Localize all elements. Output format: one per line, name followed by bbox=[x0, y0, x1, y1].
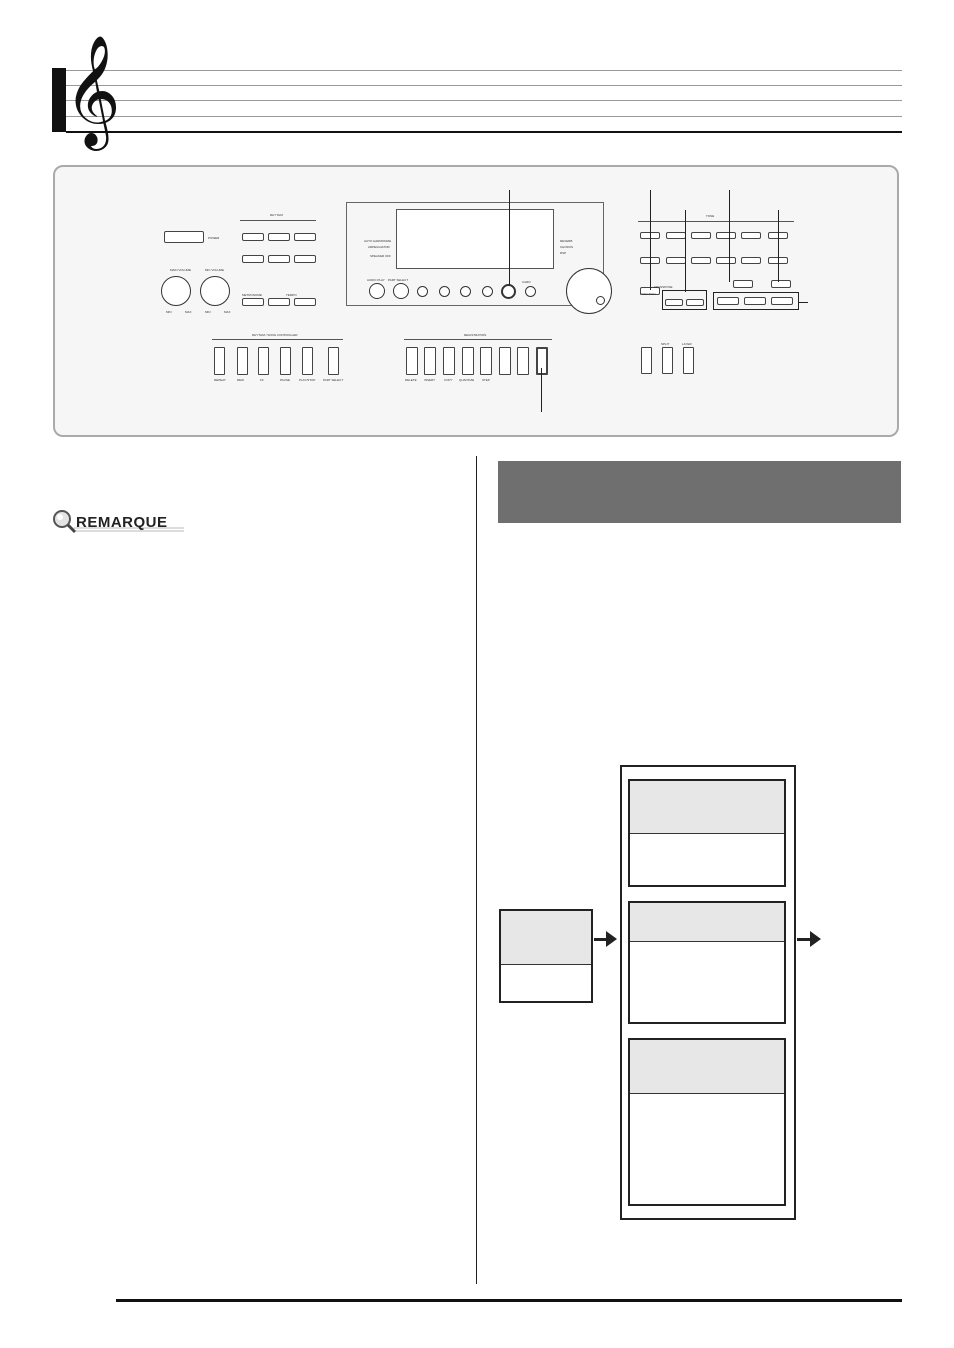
synchro-button bbox=[280, 347, 291, 375]
registration-button bbox=[462, 347, 474, 375]
song-controller-sub: REPEAT bbox=[214, 378, 226, 382]
staff-line bbox=[66, 100, 902, 101]
part-select-button bbox=[393, 283, 409, 299]
tone-rule bbox=[638, 221, 794, 222]
rhythm-rule bbox=[240, 220, 316, 221]
flow-source-header bbox=[501, 911, 591, 965]
pattern-sequencer-button bbox=[417, 286, 428, 297]
callout-leader-line bbox=[650, 190, 651, 290]
max-label: MAX bbox=[224, 310, 231, 314]
treble-clef-icon: 𝄞 bbox=[64, 34, 121, 146]
callout-leader-line bbox=[778, 210, 779, 282]
mic-volume-label: MIC VOLUME bbox=[205, 268, 225, 272]
callout-leader-line bbox=[798, 302, 808, 303]
transpose-label: TRANSPOSE bbox=[654, 285, 673, 289]
registration-rule bbox=[404, 339, 552, 340]
main-volume-label: MAIN VOLUME bbox=[170, 268, 192, 272]
split-label: SPLIT bbox=[661, 342, 670, 346]
accomp-button bbox=[328, 347, 339, 375]
registration-button bbox=[480, 347, 492, 375]
column-divider bbox=[476, 456, 477, 1284]
layer-label: LAYER bbox=[682, 342, 692, 346]
start-stop-button bbox=[302, 347, 313, 375]
tone-button bbox=[741, 232, 761, 239]
split-button bbox=[662, 347, 673, 374]
song-controller-title: RHYTHM / SONG CONTROLLER bbox=[252, 333, 298, 337]
rhythm-button bbox=[294, 255, 316, 263]
bank-button bbox=[406, 347, 418, 375]
tone-title: TONE bbox=[706, 214, 715, 218]
display-button-label: PART SELECT bbox=[388, 278, 409, 282]
lcd-display bbox=[396, 209, 554, 269]
registration-button bbox=[517, 347, 529, 375]
display-button-label: AUDIO PLAY bbox=[367, 278, 385, 282]
power-label: POWER bbox=[208, 236, 220, 240]
tempo-label: TEMPO bbox=[286, 293, 297, 297]
flow-arrow-head-icon bbox=[810, 931, 821, 947]
variation-button bbox=[258, 347, 269, 375]
rhythm-title: RHYTHM bbox=[270, 213, 283, 217]
rhythm-button bbox=[294, 233, 316, 241]
value-plus-button bbox=[686, 299, 704, 306]
song-controller-sub: PART SELECT bbox=[323, 378, 344, 382]
callout-leader-line bbox=[729, 190, 730, 282]
tone-button bbox=[666, 232, 686, 239]
tempo-down-button bbox=[268, 298, 290, 306]
tone-button bbox=[666, 257, 686, 264]
flow-step-box bbox=[628, 779, 786, 887]
tone-button bbox=[716, 257, 736, 264]
jog-dial-grip bbox=[596, 296, 605, 305]
display-left-label: ARPEGGIATOR bbox=[368, 245, 390, 249]
audio-play-button bbox=[369, 283, 385, 299]
registration-sub: INSERT bbox=[424, 378, 435, 382]
rhythm-button bbox=[268, 255, 290, 263]
song-controller-sub: FF bbox=[260, 378, 264, 382]
tone-button bbox=[691, 257, 711, 264]
flow-step-header bbox=[630, 1040, 784, 1094]
remarque-badge bbox=[50, 508, 184, 534]
registration-button bbox=[424, 347, 436, 375]
tone-button bbox=[691, 232, 711, 239]
registration-button bbox=[499, 347, 511, 375]
intro-button bbox=[214, 347, 225, 375]
display-left-label: AUTO HARMONIZE bbox=[364, 239, 392, 243]
display-right-label: CHORUS bbox=[560, 245, 574, 249]
staff-line bbox=[66, 116, 902, 117]
max-label: MAX bbox=[185, 310, 192, 314]
cursor-left-button bbox=[717, 297, 739, 305]
min-label: MIN bbox=[205, 310, 211, 314]
flow-step-box bbox=[628, 901, 786, 1024]
song-controller-sub: REW bbox=[237, 378, 244, 382]
rhythm-button bbox=[268, 233, 290, 241]
main-volume-knob bbox=[161, 276, 191, 306]
flow-step-box bbox=[628, 1038, 786, 1206]
display-right-label: REVERB bbox=[560, 239, 573, 243]
footer-rule bbox=[116, 1299, 902, 1302]
min-label: MIN bbox=[166, 310, 172, 314]
staff-line bbox=[66, 85, 902, 86]
staff-line bbox=[66, 131, 902, 133]
power-button bbox=[164, 231, 204, 243]
remarque-label: REMARQUE bbox=[76, 514, 168, 531]
cursor-right-button bbox=[771, 297, 793, 305]
song-controller-rule bbox=[212, 339, 343, 340]
mic-volume-knob bbox=[200, 276, 230, 306]
song-controller-sub: PLAY/STOP bbox=[299, 378, 316, 382]
dsp-button bbox=[501, 284, 516, 299]
section-heading-bar bbox=[498, 461, 901, 523]
registration-button bbox=[443, 347, 455, 375]
fill-in-button bbox=[237, 347, 248, 375]
flow-step-header bbox=[630, 781, 784, 834]
tone-button bbox=[716, 232, 736, 239]
registration-title: REGISTRATION bbox=[464, 333, 487, 337]
metronome-label: METRONOME bbox=[242, 293, 262, 297]
display-right-label: DSP bbox=[560, 251, 567, 255]
cursor-down-button bbox=[744, 297, 766, 305]
metronome-button bbox=[242, 298, 264, 306]
callout-leader-line bbox=[685, 210, 686, 292]
auto-harmonize-button bbox=[641, 347, 652, 374]
recorder-button bbox=[460, 286, 471, 297]
mixer-button bbox=[482, 286, 493, 297]
callout-leader-line bbox=[541, 368, 542, 412]
flow-source-box bbox=[499, 909, 593, 1003]
flow-arrow-head-icon bbox=[606, 931, 617, 947]
rhythm-button bbox=[242, 233, 264, 241]
card-button bbox=[525, 286, 536, 297]
cursor-up-button bbox=[733, 280, 753, 288]
song-controller-sub: PAUSE bbox=[280, 378, 290, 382]
registration-sub: COPY bbox=[444, 378, 453, 382]
function-label: FUNCTION bbox=[640, 292, 656, 296]
layer-button bbox=[683, 347, 694, 374]
flow-step-header bbox=[630, 903, 784, 942]
callout-leader-line bbox=[509, 190, 510, 285]
tone-button bbox=[741, 257, 761, 264]
display-left-label: SPEAKER OFF bbox=[370, 254, 392, 258]
display-button-label: CARD bbox=[522, 280, 531, 284]
rhythm-button bbox=[242, 255, 264, 263]
registration-sub: STEP bbox=[482, 378, 490, 382]
flow-arrow bbox=[797, 938, 811, 941]
store-button bbox=[536, 347, 548, 375]
exit-button bbox=[771, 280, 791, 288]
song-sequencer-button bbox=[439, 286, 450, 297]
jog-dial bbox=[566, 268, 612, 314]
registration-sub: QUANTIZE bbox=[459, 378, 475, 382]
tempo-up-button bbox=[294, 298, 316, 306]
staff-line bbox=[66, 70, 902, 71]
registration-sub: DELETE bbox=[405, 378, 417, 382]
value-minus-button bbox=[665, 299, 683, 306]
